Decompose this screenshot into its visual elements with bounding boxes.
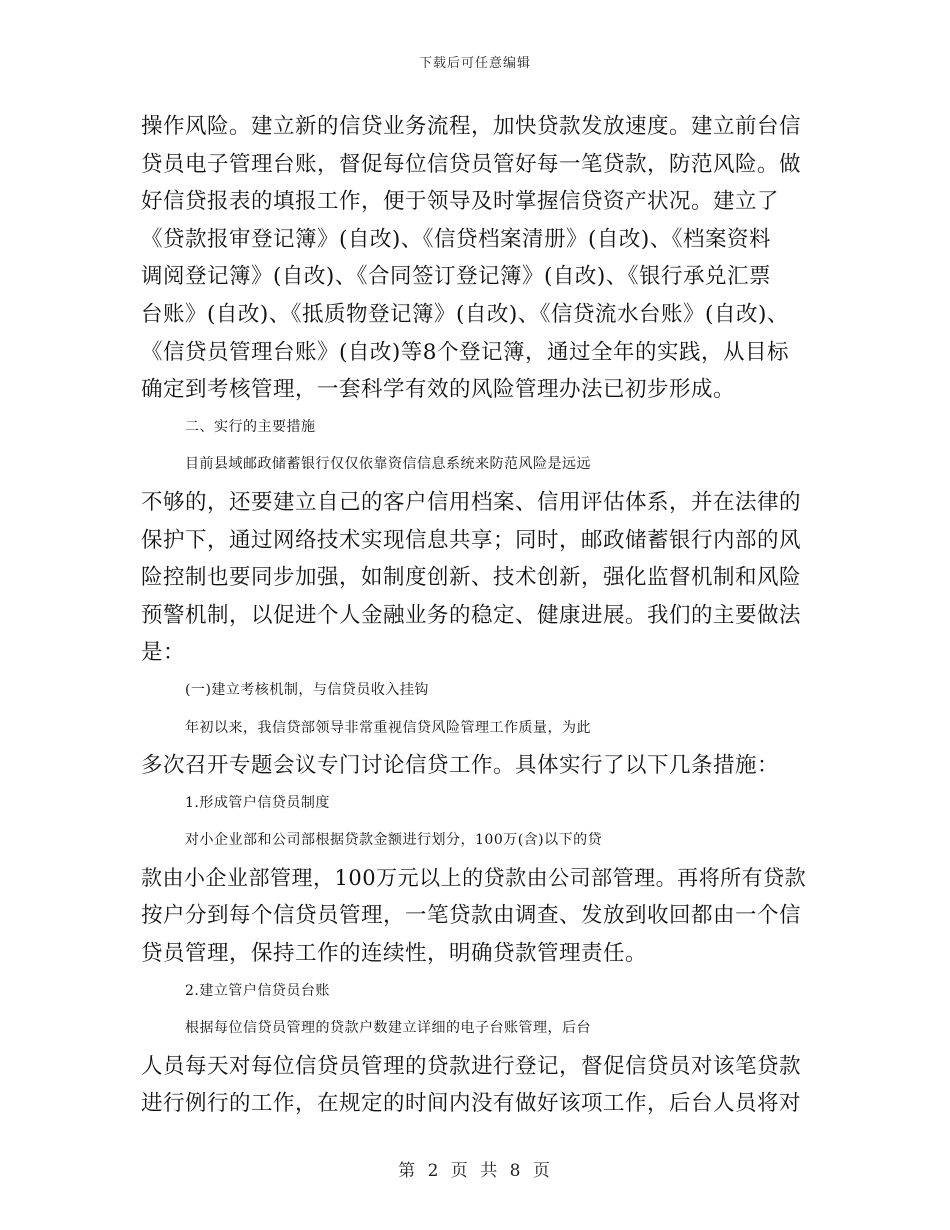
text-line: 进行例行的工作，在规定的时间内没有做好该项工作，后台人员将对 [141, 1091, 802, 1117]
text-line: 贷员管理，保持工作的连续性，明确贷款管理责任。 [141, 941, 648, 967]
text-line: 按户分到每个信贷员管理，一笔贷款由调查、发放到收回都由一个信 [141, 903, 802, 929]
text-line: 确定到考核管理，一套科学有效的风险管理办法已初步形成。 [141, 377, 736, 403]
text-line: 1.形成管户信贷员制度 [185, 794, 330, 811]
page-header: 下载后可任意编辑 [418, 56, 531, 71]
text-line: 预警机制，以促进个人金融业务的稳定、健康进展。我们的主要做法 [141, 602, 802, 628]
text-line: 不够的，还要建立自己的客户信用档案、信用评估体系，并在法律的 [141, 489, 802, 515]
text-line: 《信贷员管理台账》(自改)等8个登记簿，通过全年的实践，从目标 [141, 339, 789, 365]
text-line: 二、实行的主要措施 [185, 418, 316, 435]
text-line: 好信贷报表的填报工作，便于领导及时掌握信贷资产状况。建立了 [141, 189, 780, 215]
text-line: 款由小企业部管理，100万元以上的贷款由公司部管理。再将所有贷款 [141, 865, 807, 890]
text-line: 操作风险。建立新的信贷业务流程，加快贷款发放速度。建立前台信 [141, 114, 802, 139]
text-line: 调阅登记簿》(自改)、《合同签订登记簿》(自改)、《银行承兑汇票 [141, 264, 772, 290]
document-body [141, 108, 811, 1123]
text-line: 保护下，通过网络技术实现信息共享；同时，邮政储蓄银行内部的风 [141, 527, 802, 553]
page-footer: 第 2 页 共 8 页 [398, 1161, 552, 1181]
text-line: 人员每天对每位信贷员管理的贷款进行登记，督促信贷员对该笔贷款 [141, 1053, 802, 1079]
text-line: 根据每位信贷员管理的贷款户数建立详细的电子台账管理，后台 [185, 1020, 591, 1037]
text-line: 险控制也要同步加强，如制度创新、技术创新，强化监督机制和风险 [141, 565, 802, 591]
text-line: 对小企业部和公司部根据贷款金额进行划分，100万(含)以下的贷 [185, 832, 603, 849]
text-line: 2.建立管户信贷员台账 [185, 982, 330, 999]
body-text [141, 108, 811, 1123]
text-line: 年初以来，我信贷部领导非常重视信贷风险管理工作质量，为此 [185, 719, 591, 736]
text-line: 多次召开专题会议专门讨论信贷工作。具体实行了以下几条措施： [141, 753, 780, 779]
text-line: 台账》(自改)、《抵质物登记簿》(自改)、《信贷流水台账》(自改)、 [141, 301, 789, 327]
text-line: 《贷款报审登记簿》(自改)、《信贷档案清册》(自改)、《档案资料 [141, 226, 772, 252]
text-line: 是： [141, 640, 186, 666]
text-line: 目前县域邮政储蓄银行仅仅依靠资信信息系统来防范风险是远远 [185, 456, 591, 473]
text-line: (一)建立考核机制，与信贷员收入挂钩 [185, 681, 429, 698]
text-line: 贷员电子管理台账，督促每位信贷员管好每一笔贷款，防范风险。做 [141, 151, 802, 177]
